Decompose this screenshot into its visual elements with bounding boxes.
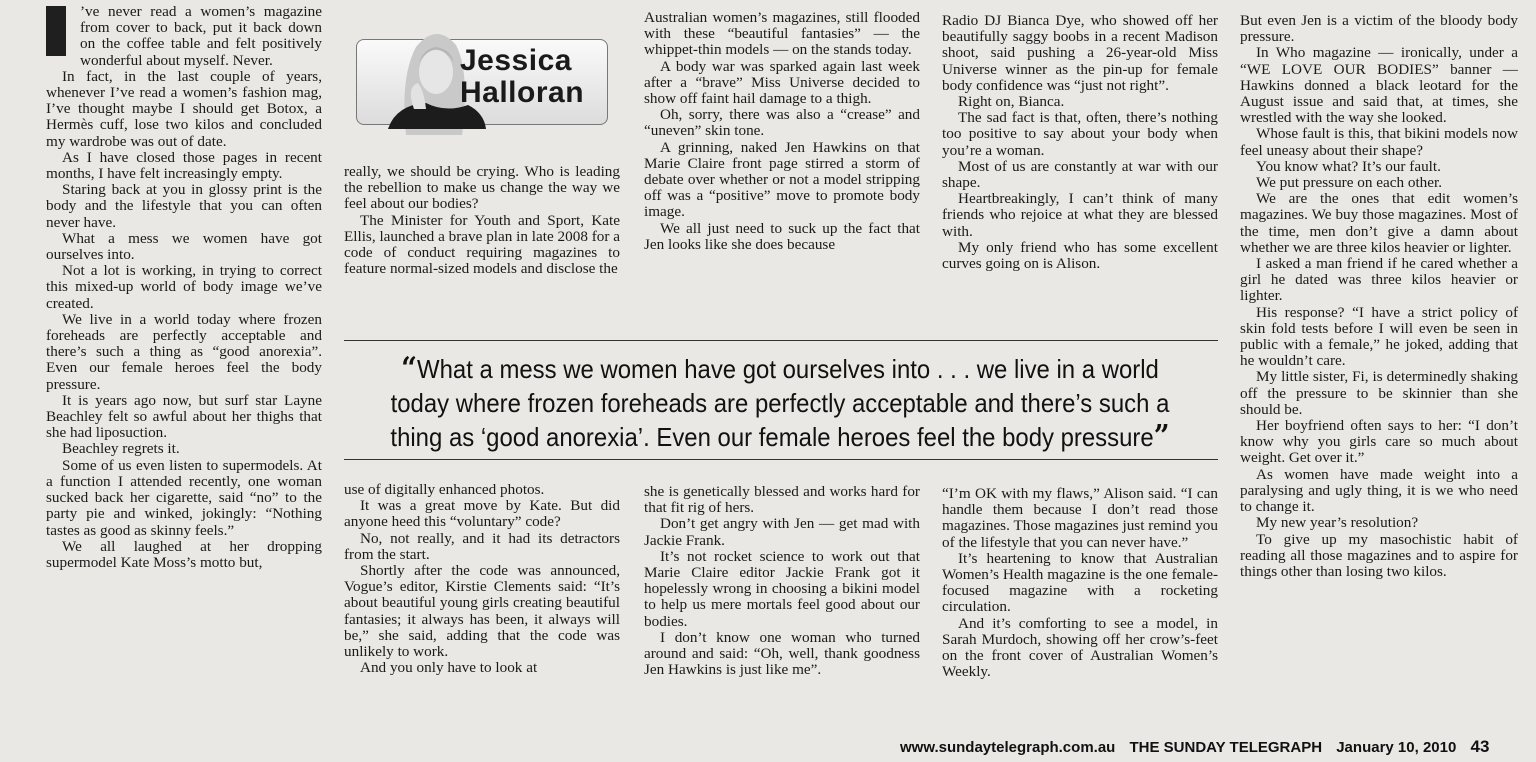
column-4-bottom-body xyxy=(942,551,1218,681)
page-number: 43 xyxy=(1470,737,1490,756)
paragraph: I asked a man friend if he cared whether a girl he dated was three kilos heavier or lighter. xyxy=(1240,255,1518,305)
column-4-top xyxy=(942,13,1218,272)
column-2-bottom xyxy=(344,482,620,676)
paragraph: My new year’s resolution? xyxy=(1256,514,1419,532)
column-4-top-body xyxy=(942,94,1218,272)
paragraph: Some of us even listen to supermodels. At a function I attended recently, one woman sucked back her cigarette, said “no” to the party pie and winked, jokingly: “Nothing tastes as good as skinny feels.” xyxy=(46,456,322,539)
paragraph: Her boyfriend often says to her: “I don’t know why you girls care so much about weight. Get over it.” xyxy=(1240,417,1518,467)
paragraph: To give up my masochistic habit of reading all those magazines and to aspire for things other than losing two kilos. xyxy=(1240,530,1518,580)
paragraph: But even Jen is a victim of the bloody body pressure. xyxy=(1240,12,1518,46)
paragraph: In Who magazine — ironically, under a “WE LOVE OUR BODIES” banner — Hawkins donned a black leotard for the August issue and said that, at times, she wrestled with the way she looked. xyxy=(1240,44,1518,127)
paragraph: You know what? It’s our fault. xyxy=(1256,157,1441,175)
paragraph: And it’s comforting to see a model, in Sarah Murdoch, showing off her crow’s-feet on the front cover of Australian Women’s Weekly. xyxy=(942,614,1218,681)
paragraph: What a mess we women have got ourselves into. xyxy=(46,229,322,264)
pullquote-top-rule xyxy=(344,340,1218,341)
paragraph: Beachley regrets it. xyxy=(62,440,180,458)
column-3-top xyxy=(644,10,920,253)
paragraph: As women have made weight into a paralysing and ugly thing, it is we who need to change it. xyxy=(1240,465,1518,516)
paragraph: she is genetically blessed and works hard for that fit rig of hers. xyxy=(644,483,920,517)
paragraph: No, not really, and it had its detractors from the start. xyxy=(344,529,620,563)
close-quote-mark: ” xyxy=(1153,419,1170,454)
paragraph: I don’t know one woman who turned around and said: “Oh, well, thank goodness Jen Hawkins is just like me”. xyxy=(644,628,920,679)
paragraph: It’s heartening to know that Australian Women’s Health magazine is the one female-focused magazine with a rocketing circulation. xyxy=(942,549,1218,616)
author-name xyxy=(460,45,584,109)
column-2-top-body xyxy=(344,213,620,278)
column-5-body xyxy=(1240,45,1518,580)
column-3-top-body xyxy=(644,59,920,253)
paragraph: really, we should be crying. Who is leading the rebellion to make us change the way we feel about our bodies? xyxy=(344,163,620,213)
paragraph: Right on, Bianca. xyxy=(958,93,1065,111)
footer-date: January 10, 2010 xyxy=(1336,739,1457,756)
paragraph: Heartbreakingly, I can’t think of many friends who rejoice at what they are blessed with. xyxy=(942,190,1218,240)
pull-quote xyxy=(375,352,1185,454)
paragraph: My only friend who has some excellent curves going on is Alison. xyxy=(942,238,1218,273)
column-2-bottom-body xyxy=(344,498,620,676)
paragraph: Oh, sorry, there was also a “crease” and “uneven” skin tone. xyxy=(644,106,920,140)
column-3-bottom-body xyxy=(644,516,920,678)
paragraph: His response? “I have a strict policy of skin fold tests before I will even be seen in public with a female,” he joked, adding that he wouldn’t care. xyxy=(1240,303,1518,370)
paragraph: Shortly after the code was announced, Vogue’s editor, Kirstie Clements said: “It’s about beautiful young girls creating beautiful fantasies; it always has been, it always will be,” she said, adding that the code was unlikely to work. xyxy=(344,562,620,661)
column-2-top xyxy=(344,164,620,277)
paragraph: Don’t get angry with Jen — get mad with Jackie Frank. xyxy=(644,515,920,549)
paragraph: We are the ones that edit women’s magazines. We buy those magazines. Most of the time, men don’t give a damn about whether we are three kilos heavier or lighter. xyxy=(1240,190,1518,256)
paragraph: use of digitally enhanced photos. xyxy=(344,481,545,498)
footer-paper-name: THE SUNDAY TELEGRAPH xyxy=(1129,739,1323,756)
paragraph: In fact, in the last couple of years, whenever I’ve read a women’s fashion mag, I’ve thought maybe I should get Botox, a Hermès cuff, lose two kilos and concluded my wardrobe was out of date. xyxy=(46,67,322,150)
byline xyxy=(356,37,606,123)
author-first-name: Jessica xyxy=(460,44,572,77)
paragraph: Staring back at you in glossy print is the body and the lifestyle that you can often never have. xyxy=(46,181,322,231)
paragraph: It is years ago now, but surf star Layne Beachley felt so awful about her thighs that she had liposuction. xyxy=(46,391,322,442)
paragraph: A body war was sparked again last week after a “brave” Miss Universe decided to show off faint hail damage to a thigh. xyxy=(644,57,920,108)
page-footer xyxy=(900,737,1499,757)
paragraph: As I have closed those pages in recent months, I have felt increasingly empty. xyxy=(46,148,322,183)
paragraph: “I’m OK with my flaws,” Alison said. “I can handle them because I don’t read those magazines. Those magazines just remind you of the lifestyle that you can never have.” xyxy=(942,485,1218,551)
paragraph: The sad fact is that, often, there’s nothing too positive to say about your body when you’re a woman. xyxy=(942,109,1218,159)
paragraph: It was a great move by Kate. But did anyone heed this “voluntary” code? xyxy=(344,497,620,531)
pullquote-bottom-rule xyxy=(344,459,1218,460)
column-4-bottom xyxy=(942,486,1218,680)
open-quote-mark: “ xyxy=(401,351,418,386)
paragraph: And you only have to look at xyxy=(360,659,538,677)
opening-paragraph: ’ve never read a women’s magazine from cover to back, put it back down on the coffee table and felt positively wonderful about myself. Never. xyxy=(46,4,322,69)
column-1-body xyxy=(46,69,322,571)
paragraph: Most of us are constantly at war with our shape. xyxy=(942,157,1218,192)
paragraph: We all just need to suck up the fact that Jen looks like she does because xyxy=(644,219,920,253)
column-5 xyxy=(1240,13,1518,580)
author-last-name: Halloran xyxy=(460,76,585,109)
paragraph: We all laughed at her dropping supermodel Kate Moss’s motto but, xyxy=(46,537,322,571)
paragraph: A grinning, naked Jen Hawkins on that Marie Claire front page stirred a storm of debate over whether or not a model stripping off was a “positive” move to promote body image. xyxy=(644,138,920,221)
paragraph: My little sister, Fi, is determinedly shaking off the pressure to be skinnier than she should be. xyxy=(1240,368,1518,418)
footer-url: www.sundaytelegraph.com.au xyxy=(900,739,1116,756)
pull-quote-text: What a mess we women have got ourselves into . . . we live in a world today where frozen foreheads are perfectly acceptable and there’s such a thing as ‘good anorexia’. Even our female heroes feel the body pressure xyxy=(390,354,1170,452)
paragraph: The Minister for Youth and Sport, Kate Ellis, launched a brave plan in late 2008 for a code of conduct requiring magazines to feature normal-sized models and disclose the xyxy=(344,211,620,278)
paragraph: We put pressure on each other. xyxy=(1256,174,1443,192)
paragraph: It’s not rocket science to work out that Marie Claire editor Jackie Frank got it hopelessly wrong in choosing a bikini model to help us mere mortals feel good about our bodies. xyxy=(644,547,920,630)
paragraph: Radio DJ Bianca Dye, who showed off her beautifully saggy boobs in a recent Madison shoot, said pushing a 26-year-old Miss Universe winner as the pin-up for female body confidence was “just not right”. xyxy=(942,12,1218,94)
drop-cap xyxy=(46,6,66,56)
paragraph: We live in a world today where frozen foreheads are perfectly acceptable and there’s such a thing as “good anorexia”. Even our female heroes feel the body pressure. xyxy=(46,310,322,393)
paragraph: Australian women’s magazines, still flooded with these “beautiful fantasies” — the whippet-thin models — on the stands today. xyxy=(644,9,920,59)
column-1 xyxy=(46,4,322,571)
paragraph: Not a lot is working, in trying to correct this mixed-up world of body image we’ve created. xyxy=(46,262,322,312)
column-3-bottom xyxy=(644,484,920,678)
paragraph: Whose fault is this, that bikini models now feel uneasy about their shape? xyxy=(1240,125,1518,159)
